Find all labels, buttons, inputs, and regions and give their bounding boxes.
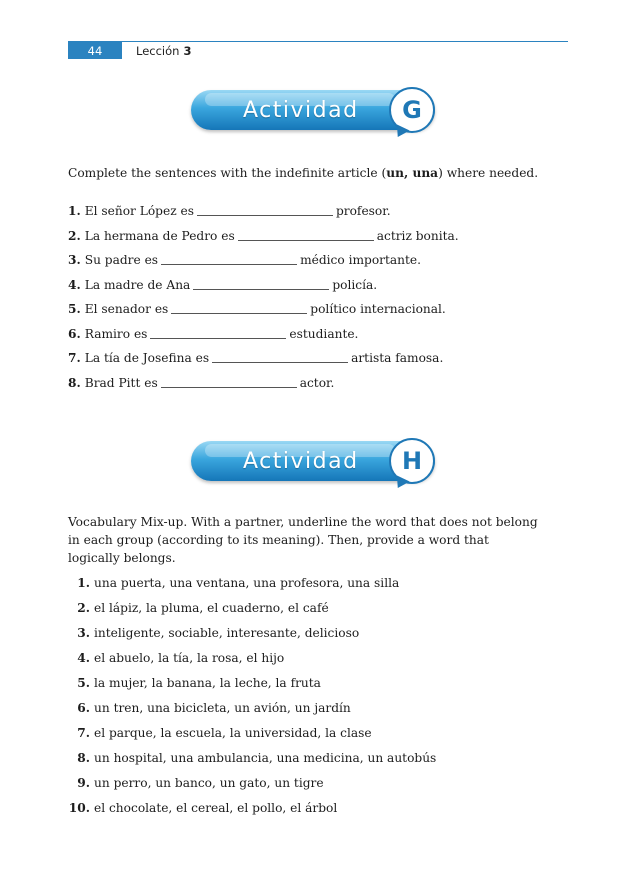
- answer-blank[interactable]: [150, 326, 286, 339]
- item-text: Brad Pitt es: [84, 375, 158, 390]
- banner-letter: G: [402, 96, 422, 124]
- activity-h-instructions: Vocabulary Mix-up. With a partner, underline the word that does not belong in each group (according to its meaning). Then, provide a word that logically belongs.: [68, 515, 538, 565]
- answer-blank[interactable]: [197, 203, 333, 216]
- item-text: el lápiz, la pluma, el cuaderno, el café: [94, 601, 329, 615]
- instr-text: ) where needed.: [438, 166, 539, 180]
- item-text: la mujer, la banana, la leche, la fruta: [94, 676, 321, 690]
- instr-bold: un, una: [386, 166, 439, 180]
- list-item: [68, 297, 548, 322]
- item-text: una puerta, una ventana, una profesora, una silla: [94, 576, 400, 590]
- list-item: [68, 322, 548, 347]
- list-item: [68, 771, 548, 796]
- item-text: profesor.: [335, 204, 391, 218]
- item-text: el chocolate, el cereal, el pollo, el árbol: [94, 801, 338, 815]
- item-text: La madre de Ana: [84, 277, 191, 292]
- item-number: 2.: [68, 228, 81, 243]
- list-item: [68, 571, 548, 596]
- item-number: 6.: [77, 701, 90, 715]
- item-text: El senador es: [84, 302, 169, 316]
- speech-bubble-icon: [389, 87, 435, 133]
- item-number: 1.: [77, 576, 90, 590]
- item-text: político internacional.: [310, 302, 446, 316]
- answer-blank[interactable]: [161, 252, 297, 265]
- list-item: [68, 796, 548, 821]
- item-text: La tía de Josefina es: [84, 351, 210, 365]
- answer-blank[interactable]: [193, 277, 329, 290]
- item-number: 1.: [68, 204, 81, 218]
- item-number: 8.: [77, 751, 90, 765]
- item-text: estudiante.: [289, 326, 359, 341]
- list-item: [68, 696, 548, 721]
- item-number: 3.: [77, 626, 90, 640]
- banner-word: Actividad: [243, 449, 359, 474]
- item-number: 6.: [68, 326, 81, 341]
- list-item: [68, 248, 548, 273]
- item-text: un hospital, una ambulancia, una medicina, un autobús: [94, 751, 437, 765]
- lesson-title: [136, 42, 191, 59]
- item-text: el abuelo, la tía, la rosa, el hijo: [94, 651, 285, 665]
- item-text: el parque, la escuela, la universidad, la clase: [94, 726, 372, 740]
- banner-word: Actividad: [243, 98, 359, 123]
- item-number: 7.: [68, 351, 81, 365]
- instr-text: Complete the sentences with the indefinite article (: [68, 166, 387, 180]
- item-number: 4.: [68, 277, 81, 292]
- item-text: un perro, un banco, un gato, un tigre: [94, 776, 324, 790]
- list-item: [68, 224, 548, 249]
- item-text: Ramiro es: [84, 326, 148, 341]
- item-number: 8.: [68, 375, 81, 390]
- list-item: [68, 199, 548, 224]
- answer-blank[interactable]: [212, 350, 348, 363]
- list-item: [68, 621, 548, 646]
- speech-bubble-icon: [389, 438, 435, 484]
- answer-blank[interactable]: [238, 228, 374, 241]
- item-number: 10.: [68, 801, 90, 815]
- page-number: 44: [68, 42, 122, 59]
- item-number: 3.: [68, 253, 81, 267]
- answer-blank[interactable]: [161, 375, 297, 388]
- item-text: un tren, una bicicleta, un avión, un jardín: [94, 701, 351, 715]
- item-text: médico importante.: [300, 253, 421, 267]
- item-number: 4.: [77, 651, 90, 665]
- activity-g-list: [68, 199, 548, 395]
- list-item: [68, 746, 548, 771]
- item-text: El señor López es: [84, 204, 194, 218]
- item-number: 7.: [77, 726, 90, 740]
- list-item: [68, 721, 548, 746]
- list-item: [68, 273, 548, 298]
- lesson-label: Lección: [136, 43, 180, 58]
- activity-g-banner: [191, 84, 439, 136]
- item-number: 5.: [77, 676, 90, 690]
- item-text: policía.: [332, 277, 378, 292]
- list-item: [68, 671, 548, 696]
- item-text: artista famosa.: [351, 351, 444, 365]
- item-number: 2.: [77, 601, 90, 615]
- item-text: actor.: [299, 375, 335, 390]
- activity-g-instructions: [68, 164, 540, 182]
- lesson-number: 3: [183, 43, 192, 58]
- item-number: 5.: [68, 302, 81, 316]
- list-item: [68, 596, 548, 621]
- activity-h-banner: [191, 435, 439, 487]
- item-text: inteligente, sociable, interesante, delicioso: [94, 626, 360, 640]
- item-text: Su padre es: [84, 253, 159, 267]
- answer-blank[interactable]: [171, 301, 307, 314]
- list-item: [68, 346, 548, 371]
- list-item: [68, 371, 548, 396]
- list-item: [68, 646, 548, 671]
- item-text: actriz bonita.: [376, 228, 459, 243]
- banner-letter: H: [401, 447, 423, 475]
- item-text: La hermana de Pedro es: [84, 228, 235, 243]
- item-number: 9.: [77, 776, 90, 790]
- activity-h-list: [68, 571, 548, 821]
